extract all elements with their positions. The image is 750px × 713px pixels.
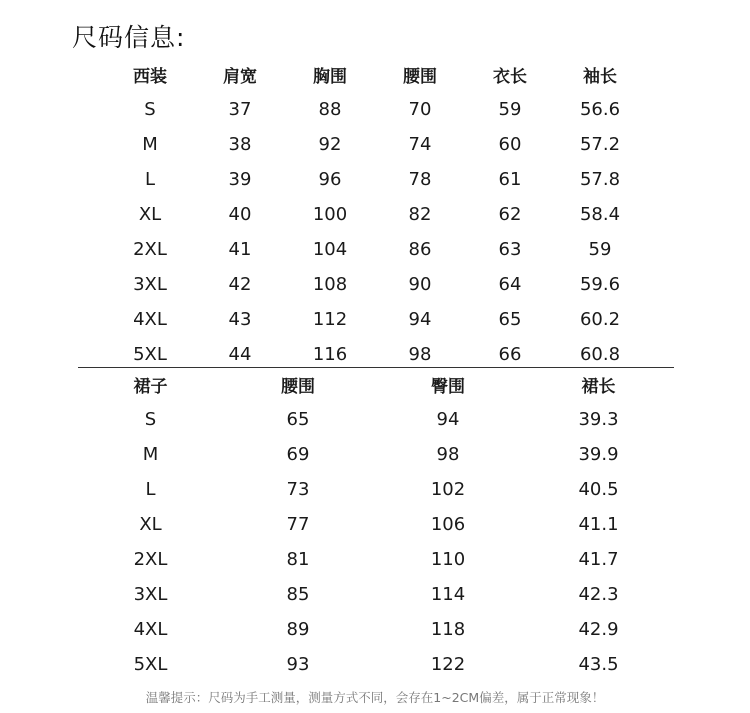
skirt-value-cell: 106 xyxy=(430,514,466,535)
suit-header-cell: 胸围 xyxy=(313,67,347,87)
suit-value-cell: 63 xyxy=(498,239,522,260)
suit-value-cell: 116 xyxy=(312,344,348,365)
table-row xyxy=(78,647,674,682)
skirt-header-cell: 腰围 xyxy=(281,377,315,397)
table-row xyxy=(105,127,645,162)
suit-value-cell: 60.2 xyxy=(579,309,621,330)
skirt-header-row xyxy=(78,367,674,402)
suit-value-cell: 104 xyxy=(312,239,348,260)
suit-header-cell: 肩宽 xyxy=(223,67,257,87)
table-row xyxy=(78,472,674,507)
suit-value-cell: 98 xyxy=(408,344,432,365)
suit-value-cell: 62 xyxy=(498,204,522,225)
suit-value-cell: 59 xyxy=(498,99,522,120)
skirt-value-cell: 114 xyxy=(430,584,466,605)
suit-value-cell: 66 xyxy=(498,344,522,365)
suit-size-label: M xyxy=(142,134,158,155)
skirt-header-cell: 臀围 xyxy=(431,377,465,397)
skirt-value-cell: 42.9 xyxy=(578,619,619,640)
suit-value-cell: 60 xyxy=(498,134,522,155)
skirt-value-cell: 42.3 xyxy=(578,584,619,605)
suit-size-label: S xyxy=(144,99,156,120)
suit-size-label: 5XL xyxy=(133,344,167,365)
skirt-value-cell: 98 xyxy=(436,444,460,465)
measurement-note: 温馨提示：尺码为手工测量，测量方式不同，会存在1~2CM偏差，属于正常现象！ xyxy=(145,690,605,705)
suit-value-cell: 90 xyxy=(408,274,432,295)
skirt-value-cell: 39.3 xyxy=(578,409,619,430)
skirt-size-label: 4XL xyxy=(133,619,168,640)
skirt-size-label: M xyxy=(142,444,159,465)
suit-value-cell: 74 xyxy=(408,134,432,155)
suit-value-cell: 88 xyxy=(318,99,342,120)
suit-value-cell: 39 xyxy=(228,169,252,190)
skirt-value-cell: 41.1 xyxy=(578,514,619,535)
suit-size-label: 2XL xyxy=(133,239,167,260)
skirt-size-label: S xyxy=(144,409,157,430)
suit-value-cell: 41 xyxy=(228,239,252,260)
suit-value-cell: 57.2 xyxy=(579,134,621,155)
suit-value-cell: 44 xyxy=(228,344,252,365)
suit-header-cell: 衣长 xyxy=(493,67,527,87)
table-row xyxy=(78,507,674,542)
skirt-value-cell: 73 xyxy=(286,479,310,500)
table-row xyxy=(105,302,645,337)
suit-value-cell: 92 xyxy=(318,134,342,155)
skirt-value-cell: 69 xyxy=(286,444,310,465)
suit-size-label: XL xyxy=(138,204,162,225)
skirt-value-cell: 81 xyxy=(286,549,310,570)
suit-value-cell: 40 xyxy=(228,204,252,225)
table-row xyxy=(105,197,645,232)
suit-value-cell: 43 xyxy=(228,309,252,330)
suit-value-cell: 94 xyxy=(408,309,432,330)
table-row xyxy=(105,162,645,197)
suit-value-cell: 112 xyxy=(312,309,348,330)
suit-value-cell: 64 xyxy=(498,274,522,295)
skirt-value-cell: 65 xyxy=(286,409,310,430)
suit-value-cell: 100 xyxy=(312,204,348,225)
suit-value-cell: 86 xyxy=(408,239,432,260)
skirt-size-label: 3XL xyxy=(133,584,168,605)
suit-header-cell: 西装 xyxy=(133,67,167,87)
suit-header-row xyxy=(105,57,645,92)
skirt-value-cell: 39.9 xyxy=(578,444,619,465)
suit-value-cell: 108 xyxy=(312,274,348,295)
skirt-value-cell: 77 xyxy=(286,514,310,535)
table-row xyxy=(78,402,674,437)
table-row xyxy=(78,437,674,472)
skirt-value-cell: 85 xyxy=(286,584,310,605)
skirt-size-table xyxy=(78,367,674,682)
skirt-value-cell: 94 xyxy=(436,409,460,430)
page-title: 尺码信息: xyxy=(72,23,186,52)
skirt-value-cell: 102 xyxy=(430,479,466,500)
skirt-value-cell: 89 xyxy=(286,619,310,640)
suit-value-cell: 78 xyxy=(408,169,432,190)
suit-size-label: 3XL xyxy=(133,274,167,295)
skirt-size-label: L xyxy=(145,479,156,500)
suit-value-cell: 61 xyxy=(498,169,522,190)
skirt-value-cell: 40.5 xyxy=(578,479,619,500)
skirt-value-cell: 41.7 xyxy=(578,549,619,570)
skirt-value-cell: 110 xyxy=(430,549,466,570)
skirt-value-cell: 118 xyxy=(430,619,466,640)
table-row xyxy=(105,92,645,127)
suit-value-cell: 42 xyxy=(228,274,252,295)
suit-value-cell: 38 xyxy=(228,134,252,155)
suit-value-cell: 59 xyxy=(588,239,612,260)
suit-header-cell: 袖长 xyxy=(583,67,617,87)
suit-value-cell: 82 xyxy=(408,204,432,225)
suit-value-cell: 57.8 xyxy=(579,169,621,190)
suit-value-cell: 59.6 xyxy=(579,274,621,295)
suit-value-cell: 58.4 xyxy=(579,204,621,225)
skirt-value-cell: 93 xyxy=(286,654,310,675)
suit-size-label: 4XL xyxy=(133,309,167,330)
skirt-header-cell: 裙子 xyxy=(133,377,168,397)
table-row xyxy=(105,267,645,302)
suit-size-label: L xyxy=(144,169,156,190)
suit-value-cell: 60.8 xyxy=(579,344,621,365)
skirt-header-cell: 裙长 xyxy=(581,377,616,397)
skirt-size-label: 5XL xyxy=(133,654,168,675)
skirt-size-label: XL xyxy=(139,514,162,535)
suit-header-cell: 腰围 xyxy=(403,67,437,87)
suit-value-cell: 70 xyxy=(408,99,432,120)
table-row xyxy=(105,232,645,267)
skirt-value-cell: 122 xyxy=(430,654,466,675)
suit-value-cell: 37 xyxy=(228,99,252,120)
suit-value-cell: 96 xyxy=(318,169,342,190)
table-row xyxy=(78,612,674,647)
suit-size-table xyxy=(105,57,645,372)
table-row xyxy=(78,577,674,612)
skirt-value-cell: 43.5 xyxy=(578,654,619,675)
suit-value-cell: 56.6 xyxy=(579,99,621,120)
table-row xyxy=(78,542,674,577)
skirt-size-label: 2XL xyxy=(133,549,168,570)
suit-value-cell: 65 xyxy=(498,309,522,330)
